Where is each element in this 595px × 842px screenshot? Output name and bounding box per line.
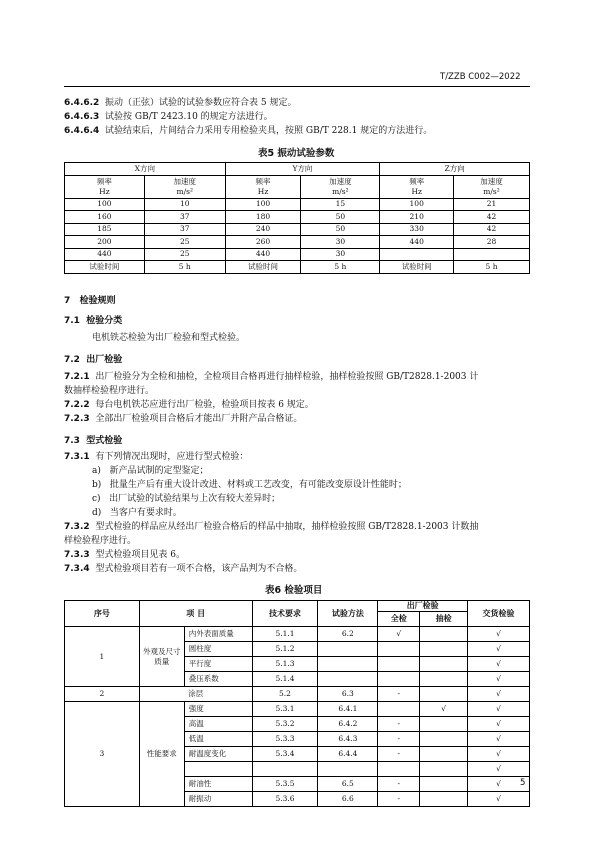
table5-cell xyxy=(380,248,454,261)
table6-cell: 5.3.4 xyxy=(252,747,318,762)
table6-cell: 5.3.6 xyxy=(252,792,318,807)
table6-cell xyxy=(420,747,468,762)
clause-7-2-3: 7.2.3 全部出厂检验项目合格后才能出厂并附产品合格证。 xyxy=(64,414,303,424)
table5-cell: 210 xyxy=(380,211,454,224)
table6-cell xyxy=(378,762,420,777)
table6-cell: √ xyxy=(468,702,530,717)
table5-cell: 5 h xyxy=(301,261,380,274)
table6-cell: 5.1.4 xyxy=(252,672,318,687)
table5-cell: 330 xyxy=(380,223,454,236)
table6-cell: 6.5 xyxy=(318,777,378,792)
table5-subheader: 加速度 m/s² xyxy=(454,175,530,198)
table6-cell xyxy=(420,642,468,657)
table6-header-method: 试验方法 xyxy=(318,601,378,627)
table6-header-sample: 抽检 xyxy=(420,612,468,627)
table6-cell: 5.3.5 xyxy=(252,777,318,792)
table6-cell: √ xyxy=(468,657,530,672)
table-row xyxy=(65,702,530,717)
table5-cell: 260 xyxy=(225,236,301,249)
list-item: b) 批量生产后有重大设计改进、材料或工艺改变，有可能改变原设计性能时； xyxy=(92,480,407,490)
table6-cell: 内外表面质量 xyxy=(184,627,252,642)
table5-cell: 25 xyxy=(144,236,225,249)
table6-cell: - xyxy=(378,747,420,762)
table6-cell: 6.4.3 xyxy=(318,732,378,747)
clause-7-2-2: 7.2.2 每台电机铁芯应进行出厂检验，检验项目按表 6 规定。 xyxy=(64,400,314,410)
table6-cell xyxy=(420,762,468,777)
section-7-1-heading: 7.1 检验分类 xyxy=(64,316,123,326)
table5-cell: 50 xyxy=(301,211,380,224)
table5-cell: 42 xyxy=(454,211,530,224)
list-item: d) 当客户有要求时。 xyxy=(92,508,182,518)
table5-cell: 25 xyxy=(144,248,225,261)
clause-7-3-4: 7.3.4 型式检验项目若有一项不合格，该产品判为不合格。 xyxy=(64,564,303,574)
table6-seq: 2 xyxy=(65,687,140,702)
table6-cell: - xyxy=(378,792,420,807)
table6-cell: 高温 xyxy=(184,717,252,732)
table6-cell: 耐油性 xyxy=(184,777,252,792)
table6-cell xyxy=(318,642,378,657)
table5-subheader: 频率 Hz xyxy=(65,175,145,198)
table5-header-x: X方向 xyxy=(65,163,226,176)
table5-cell: 5 h xyxy=(144,261,225,274)
table5-subheader: 加速度 m/s² xyxy=(144,175,225,198)
table6-caption: 表6 检验项目 xyxy=(265,585,323,596)
table6-cell: 5.2 xyxy=(252,687,318,702)
table5-cell: 240 xyxy=(225,223,301,236)
list-item: a) 新产品试制的定型鉴定； xyxy=(92,466,209,476)
table6-cell: 5.3.3 xyxy=(252,732,318,747)
table6-header-factory: 出厂检验 xyxy=(378,601,468,612)
table6-cell xyxy=(378,672,420,687)
table5-cell: 试验时间 xyxy=(65,261,145,274)
table6-cell xyxy=(420,732,468,747)
table6-header-delivery: 交货检验 xyxy=(468,601,530,627)
table6-cell: 5.3.2 xyxy=(252,717,318,732)
table5-cell: 试验时间 xyxy=(225,261,301,274)
table6-cell: √ xyxy=(468,717,530,732)
table6-cell: √ xyxy=(468,672,530,687)
table6 xyxy=(64,600,530,807)
clause-6-4-6-2: 6.4.6.2 振动（正弦）试验的试验参数应符合表 5 规定。 xyxy=(64,98,297,108)
table6-cell xyxy=(420,627,468,642)
table6-cell xyxy=(252,762,318,777)
table6-group-name: 性能要求 xyxy=(139,702,184,807)
table-row xyxy=(65,627,530,642)
table5-cell: 15 xyxy=(301,198,380,211)
table5-cell: 440 xyxy=(225,248,301,261)
table5-row xyxy=(65,261,530,274)
table6-cell: √ xyxy=(468,642,530,657)
table6-cell: √ xyxy=(420,702,468,717)
section-7-2-heading: 7.2 出厂检验 xyxy=(64,355,123,365)
table5-cell: 100 xyxy=(225,198,301,211)
table6-cell: 6.4.2 xyxy=(318,717,378,732)
table5-cell: 440 xyxy=(65,248,145,261)
table5-cell: 50 xyxy=(301,223,380,236)
table6-cell: 低温 xyxy=(184,732,252,747)
table5-cell: 100 xyxy=(380,198,454,211)
clause-7-3-1: 7.3.1 有下列情况出现时，应进行型式检验： xyxy=(64,452,249,462)
table5-cell: 160 xyxy=(65,211,145,224)
table6-cell: 耐温度变化 xyxy=(184,747,252,762)
table5-row xyxy=(65,198,530,211)
clause-7-3-2-cont: 样检验程序进行。 xyxy=(64,536,137,546)
table6-cell: 平行度 xyxy=(184,657,252,672)
table5-row xyxy=(65,211,530,224)
table6-header-seq: 序号 xyxy=(65,601,140,627)
table6-seq: 3 xyxy=(65,702,140,807)
table6-cell xyxy=(378,702,420,717)
list-item: c) 出厂试验的试验结果与上次有较大差异时； xyxy=(92,494,281,504)
table5-row xyxy=(65,223,530,236)
table6-cell: √ xyxy=(468,732,530,747)
table6-cell: - xyxy=(378,777,420,792)
table5-subheader: 加速度 m/s² xyxy=(301,175,380,198)
table5-row xyxy=(65,248,530,261)
table6-cell: √ xyxy=(468,792,530,807)
table6-group-name: 外观及尺寸质量 xyxy=(139,627,184,687)
page-number: 5 xyxy=(520,778,526,788)
doc-code: T/ZZB C002—2022 xyxy=(440,72,521,82)
table6-header-item: 项 目 xyxy=(139,601,252,627)
table6-cell: √ xyxy=(468,777,530,792)
table5-cell: 21 xyxy=(454,198,530,211)
table6-cell: 5.3.1 xyxy=(252,702,318,717)
table6-cell: 强度 xyxy=(184,702,252,717)
header-rule xyxy=(64,86,530,87)
table5-cell: 200 xyxy=(65,236,145,249)
table6-cell xyxy=(378,657,420,672)
table6-cell: 5.1.3 xyxy=(252,657,318,672)
table6-cell: √ xyxy=(468,627,530,642)
table5-subheader: 频率 Hz xyxy=(225,175,301,198)
table5-cell: 180 xyxy=(225,211,301,224)
table6-cell: √ xyxy=(378,627,420,642)
clause-7-3-2: 7.3.2 型式检验的样品应从经出厂检验合格后的样品中抽取，抽样检验按照 GB/T2828.1-2003 计数抽 xyxy=(64,522,479,532)
table6-cell xyxy=(318,672,378,687)
table5-cell: 37 xyxy=(144,211,225,224)
table6-cell xyxy=(420,717,468,732)
table5-cell: 试验时间 xyxy=(380,261,454,274)
table6-cell xyxy=(420,777,468,792)
table5-cell: 440 xyxy=(380,236,454,249)
section-7-heading: 7 检验规则 xyxy=(64,296,116,306)
table6-cell xyxy=(184,762,252,777)
table6-cell: 6.2 xyxy=(318,627,378,642)
table5-cell: 28 xyxy=(454,236,530,249)
table5-cell xyxy=(454,248,530,261)
table5-cell: 5 h xyxy=(454,261,530,274)
table6-cell xyxy=(420,687,468,702)
table5-header-z: Z方向 xyxy=(380,163,530,176)
table5 xyxy=(64,162,530,274)
table6-group-name: 涂层 xyxy=(139,687,252,702)
clause-6-4-6-3: 6.4.6.3 试验按 GB/T 2423.10 的规定方法进行。 xyxy=(64,112,273,122)
table5-subheader: 频率 Hz xyxy=(380,175,454,198)
table6-header-full: 全检 xyxy=(378,612,420,627)
table6-cell: 耐振动 xyxy=(184,792,252,807)
clause-7-2-1: 7.2.1 出厂检验分为全检和抽检，全检项目合格再进行抽样检验，抽样检验按照 GB/T2828.1-2003 计 xyxy=(64,372,479,382)
table6-cell xyxy=(420,672,468,687)
table5-cell: 37 xyxy=(144,223,225,236)
table6-cell: 5.1.1 xyxy=(252,627,318,642)
table6-cell xyxy=(318,657,378,672)
section-7-3-heading: 7.3 型式检验 xyxy=(64,436,123,446)
table6-cell: 6.4.1 xyxy=(318,702,378,717)
table6-header-req: 技术要求 xyxy=(252,601,318,627)
table5-cell: 10 xyxy=(144,198,225,211)
table6-cell: - xyxy=(378,687,420,702)
table5-cell: 30 xyxy=(301,236,380,249)
section-7-1-body: 电机铁芯检验为出厂检验和型式检验。 xyxy=(92,333,246,343)
table6-cell: √ xyxy=(468,687,530,702)
table6-cell xyxy=(420,792,468,807)
table6-cell: 叠压系数 xyxy=(184,672,252,687)
table6-cell xyxy=(318,762,378,777)
table5-row xyxy=(65,236,530,249)
table6-seq: 1 xyxy=(65,627,140,687)
table6-cell xyxy=(420,657,468,672)
table6-cell: - xyxy=(378,732,420,747)
table5-cell: 42 xyxy=(454,223,530,236)
clause-6-4-6-4: 6.4.6.4 试验结束后，片间结合力采用专用检验夹具，按照 GB/T 228.1 规定的方法进行。 xyxy=(64,126,433,136)
table6-cell: 6.6 xyxy=(318,792,378,807)
table6-cell: √ xyxy=(468,747,530,762)
table6-cell: 6.4.4 xyxy=(318,747,378,762)
table5-header-y: Y方向 xyxy=(225,163,380,176)
table-row xyxy=(65,687,530,702)
table5-cell: 30 xyxy=(301,248,380,261)
table6-cell: 6.3 xyxy=(318,687,378,702)
table6-cell: - xyxy=(378,717,420,732)
table5-cell: 185 xyxy=(65,223,145,236)
table6-cell: 5.1.2 xyxy=(252,642,318,657)
table5-cell: 100 xyxy=(65,198,145,211)
clause-7-2-1-cont: 数抽样检验程序进行。 xyxy=(64,386,155,396)
table6-cell xyxy=(378,642,420,657)
table6-cell: 圆柱度 xyxy=(184,642,252,657)
table6-cell: √ xyxy=(468,762,530,777)
clause-7-3-3: 7.3.3 型式检验项目见表 6。 xyxy=(64,550,185,560)
table5-caption: 表5 振动试验参数 xyxy=(258,148,335,159)
